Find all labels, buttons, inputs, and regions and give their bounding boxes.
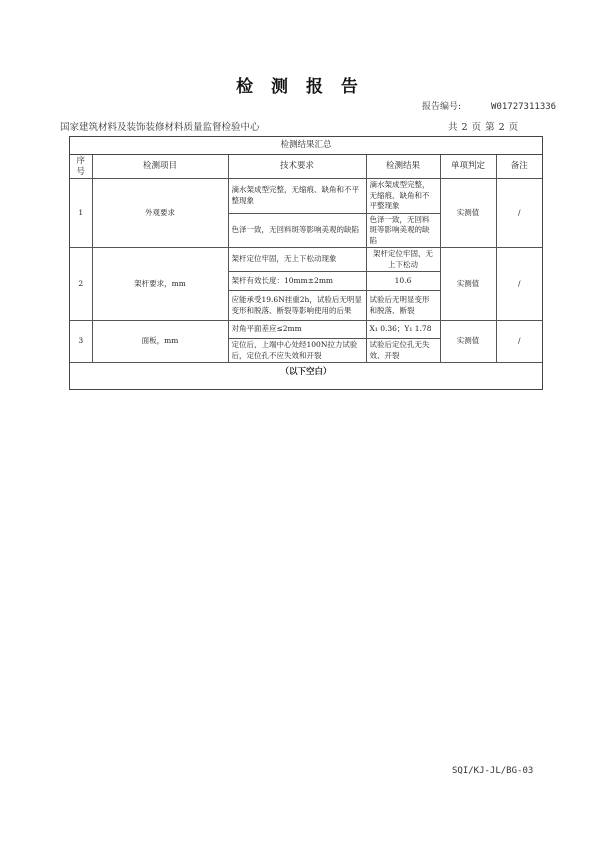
blank-note-row [70, 363, 542, 382]
requirement-cell: 对角平面差应≤2mm [228, 321, 366, 339]
item-name: 面板，mm [92, 321, 228, 363]
table-header-row [70, 155, 542, 179]
pages-current-suffix: 页 [508, 122, 519, 133]
result-cell: 试验后无明显变形和脱落、断裂 [366, 291, 440, 321]
result-cell: X₁ 0.36；Y₁ 1.78 [366, 321, 440, 339]
col-header-remark: 备注 [496, 155, 542, 179]
results-table [70, 155, 542, 381]
requirement-cell: 滴水架成型完整，无缩痕、缺角和不平整现象 [228, 179, 366, 214]
report-title: 检 测 报 告 [236, 77, 364, 97]
blank-note: （以下空白） [70, 363, 542, 382]
judgement-cell: 实测值 [440, 321, 496, 363]
col-header-requirement: 技术要求 [228, 155, 366, 179]
pages-current: 2 [498, 122, 505, 133]
results-summary-frame [69, 136, 543, 390]
table-row [70, 248, 542, 272]
pages-current-prefix: 第 [485, 122, 495, 133]
result-cell: 滴水架成型完整，无缩痕、缺角和不平整现象 [366, 179, 440, 214]
col-header-item: 检测项目 [92, 155, 228, 179]
report-number [422, 99, 556, 112]
pages-total-suffix: 页 [471, 122, 482, 133]
table-row [70, 321, 542, 339]
pages-total: 2 [461, 122, 468, 133]
item-no: 1 [70, 179, 92, 248]
judgement-cell: 实测值 [440, 179, 496, 248]
item-name: 外观要求 [92, 179, 228, 248]
result-cell: 架杆定位牢固，无上下松动 [366, 248, 440, 272]
report-number-value: W01727311336 [491, 102, 557, 112]
result-cell: 10.6 [366, 272, 440, 291]
table-row [70, 179, 542, 214]
form-code: SQI/KJ-JL/BG-03 [452, 766, 534, 776]
report-number-label: 报告编号: [422, 102, 462, 112]
col-header-no: 序号 [70, 155, 92, 179]
col-header-result: 检测结果 [366, 155, 440, 179]
item-name: 架杆要求，mm [92, 248, 228, 321]
organization-name: 国家建筑材料及装饰装修材料质量监督检验中心 [60, 122, 260, 133]
page-indicator [448, 119, 522, 133]
item-no: 2 [70, 248, 92, 321]
judgement-cell: 实测值 [440, 248, 496, 321]
result-cell: 试验后定位孔无失效、开裂 [366, 339, 440, 363]
requirement-cell: 应能承受19.6N挂重2h，试验后无明显变形和脱落、断裂等影响使用的后果 [228, 291, 366, 321]
result-cell: 色泽一致，无回料斑等影响美观的缺陷 [366, 213, 440, 248]
remark-cell: / [496, 248, 542, 321]
summary-title: 检测结果汇总 [70, 137, 542, 155]
remark-cell: / [496, 179, 542, 248]
col-header-judgement: 单项判定 [440, 155, 496, 179]
requirement-cell: 定位后，上端中心处经100N拉力试验后，定位孔不应失效和开裂 [228, 339, 366, 363]
pages-total-prefix: 共 [448, 122, 458, 133]
remark-cell: / [496, 321, 542, 363]
requirement-cell: 架杆有效长度：10mm±2mm [228, 272, 366, 291]
requirement-cell: 架杆定位牢固，无上下松动现象 [228, 248, 366, 272]
requirement-cell: 色泽一致，无回料斑等影响美观的缺陷 [228, 213, 366, 248]
item-no: 3 [70, 321, 92, 363]
